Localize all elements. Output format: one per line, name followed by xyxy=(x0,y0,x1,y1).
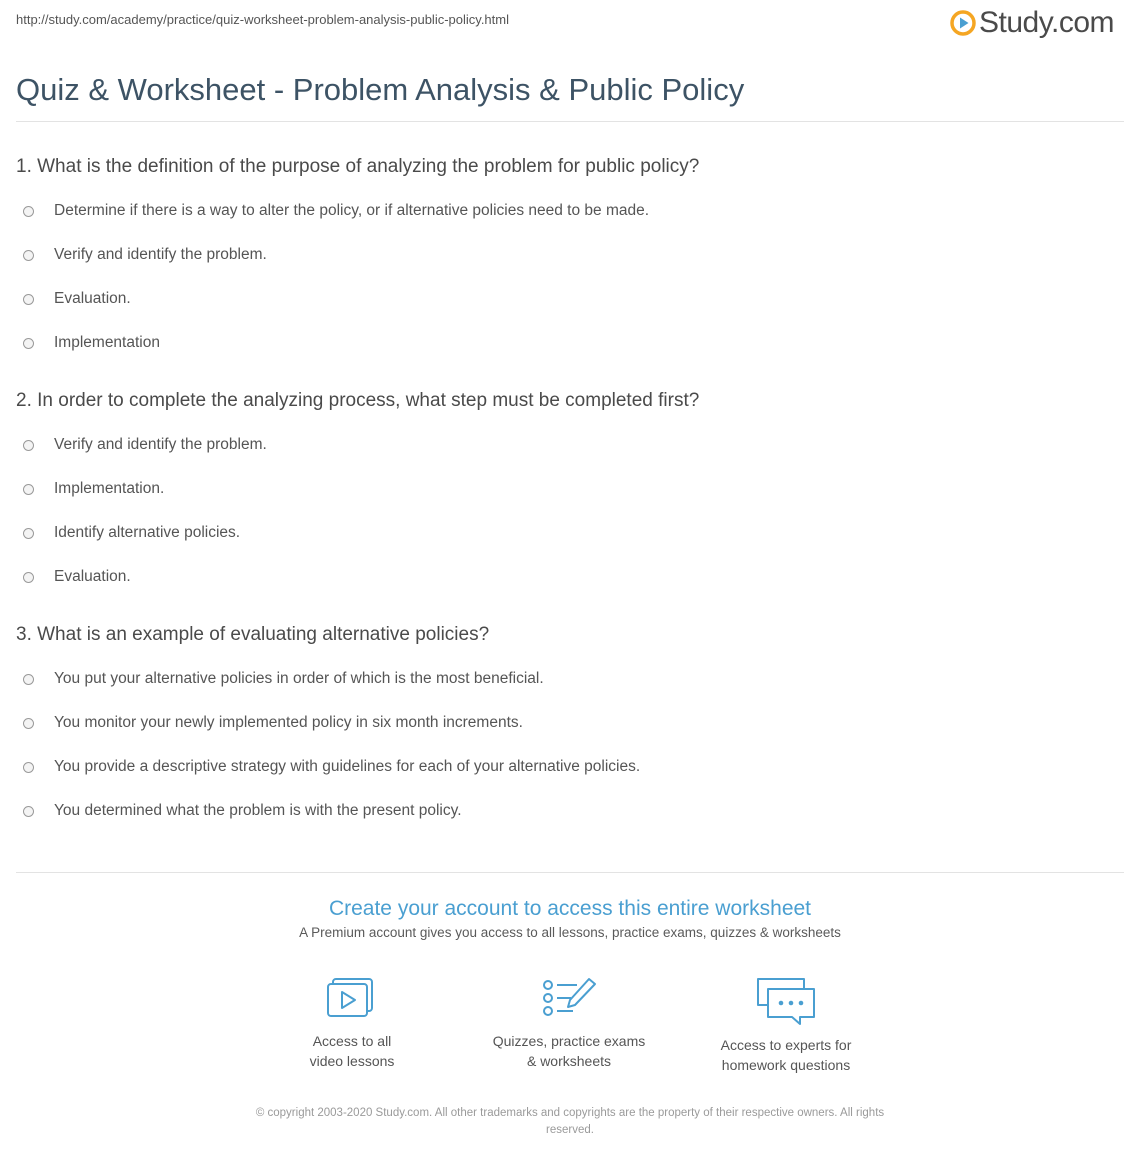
feature-text: & worksheets xyxy=(526,1053,612,1069)
feature-text: video lessons xyxy=(309,1053,395,1069)
copyright-footer xyxy=(0,1105,1140,1139)
feature-text: Quizzes, practice exams xyxy=(492,1033,646,1049)
logo-text: Study.com xyxy=(979,6,1114,39)
option-text: Implementation xyxy=(54,334,160,351)
answer-option[interactable] xyxy=(16,555,1124,599)
premium-promo xyxy=(0,895,1140,940)
option-text: You monitor your newly implemented policy in six month increments. xyxy=(54,714,523,731)
radio-button[interactable] xyxy=(23,528,34,539)
radio-button[interactable] xyxy=(23,572,34,583)
copyright-text: reserved. xyxy=(546,1124,594,1136)
radio-button[interactable] xyxy=(23,718,34,729)
answer-option[interactable] xyxy=(16,467,1124,511)
option-text: Determine if there is a way to alter the policy, or if alternative policies need to be made. xyxy=(54,202,650,219)
question-text: 2. In order to complete the analyzing process, what step must be completed first? xyxy=(16,390,700,411)
answer-option[interactable] xyxy=(16,189,1124,233)
radio-button[interactable] xyxy=(23,484,34,495)
promo-subtitle: A Premium account gives you access to all lessons, practice exams, quizzes & worksheets xyxy=(299,925,841,940)
radio-button[interactable] xyxy=(23,674,34,685)
copyright-text: © copyright 2003-2020 Study.com. All other trademarks and copyrights are the property of their respective owners. All rights xyxy=(255,1107,885,1119)
answer-option[interactable] xyxy=(16,321,1124,365)
feature-experts xyxy=(686,975,886,1075)
option-text: Identify alternative policies. xyxy=(54,524,241,541)
answer-option[interactable] xyxy=(16,277,1124,321)
study-logo[interactable] xyxy=(950,6,1114,40)
option-text: Evaluation. xyxy=(54,568,131,585)
page-url: http://study.com/academy/practice/quiz-worksheet-problem-analysis-public-policy.html xyxy=(16,12,509,27)
answer-option[interactable] xyxy=(16,511,1124,555)
question xyxy=(16,622,1124,833)
divider xyxy=(16,872,1124,873)
feature-text: homework questions xyxy=(721,1057,851,1073)
radio-button[interactable] xyxy=(23,762,34,773)
radio-button[interactable] xyxy=(23,206,34,217)
option-text: You determined what the problem is with the present policy. xyxy=(54,802,462,819)
feature-video-lessons xyxy=(252,975,452,1071)
top-bar xyxy=(16,6,1116,41)
quiz-checklist-icon xyxy=(539,975,599,1023)
option-text: Verify and identify the problem. xyxy=(54,436,267,453)
feature-text: Access to all xyxy=(312,1033,392,1049)
video-lessons-icon xyxy=(322,975,382,1023)
divider xyxy=(16,121,1124,122)
feature-text: Access to experts for xyxy=(720,1037,852,1053)
question xyxy=(16,388,1124,599)
page-title: Quiz & Worksheet - Problem Analysis & Public Policy xyxy=(16,72,745,107)
radio-button[interactable] xyxy=(23,294,34,305)
answer-option[interactable] xyxy=(16,745,1124,789)
option-text: You provide a descriptive strategy with guidelines for each of your alternative policies. xyxy=(54,758,641,775)
answer-option[interactable] xyxy=(16,701,1124,745)
option-text: You put your alternative policies in order of which is the most beneficial. xyxy=(54,670,544,687)
radio-button[interactable] xyxy=(23,806,34,817)
answer-option[interactable] xyxy=(16,423,1124,467)
option-text: Implementation. xyxy=(54,480,165,497)
play-logo-icon xyxy=(950,10,976,36)
question-list xyxy=(16,154,1124,856)
chat-bubbles-icon xyxy=(754,975,818,1027)
option-text: Verify and identify the problem. xyxy=(54,246,267,263)
question-text: 1. What is the definition of the purpose of analyzing the problem for public policy? xyxy=(16,156,700,177)
radio-button[interactable] xyxy=(23,338,34,349)
answer-option[interactable] xyxy=(16,657,1124,701)
create-account-link[interactable]: Create your account to access this entire worksheet xyxy=(328,897,812,920)
feature-quizzes xyxy=(469,975,669,1071)
question-text: 3. What is an example of evaluating alternative policies? xyxy=(16,624,490,645)
option-text: Evaluation. xyxy=(54,290,131,307)
question xyxy=(16,154,1124,365)
radio-button[interactable] xyxy=(23,250,34,261)
answer-option[interactable] xyxy=(16,789,1124,833)
answer-option[interactable] xyxy=(16,233,1124,277)
radio-button[interactable] xyxy=(23,440,34,451)
